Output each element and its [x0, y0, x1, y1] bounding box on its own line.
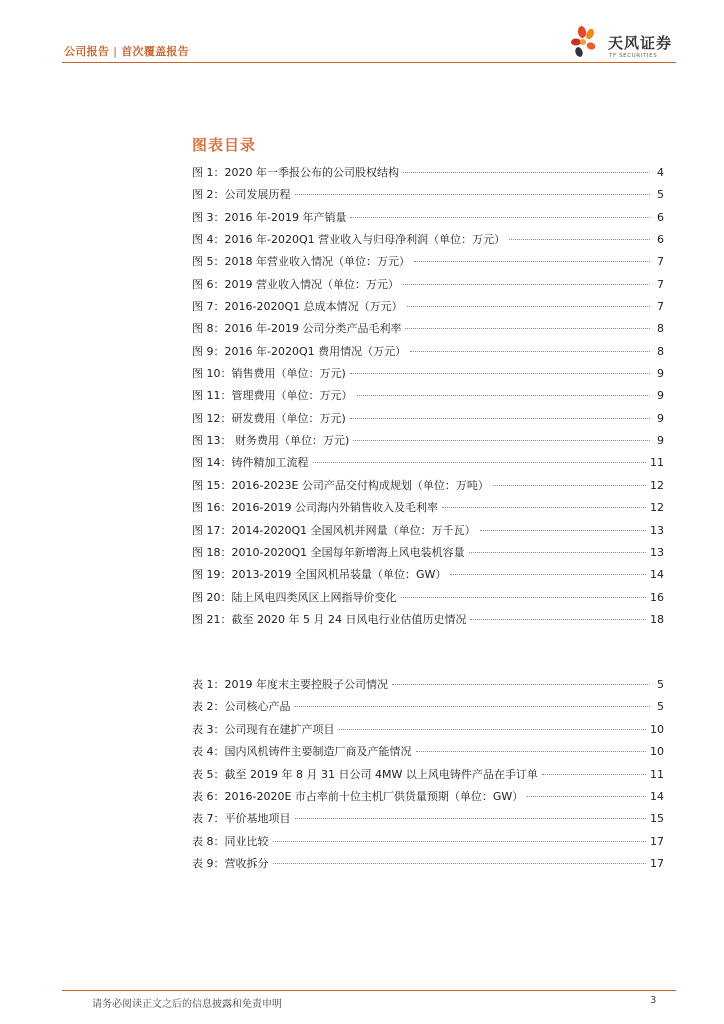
dot-leader: [273, 841, 647, 842]
dot-leader: [527, 796, 646, 797]
toc-table-entry-page: 14: [650, 789, 664, 803]
page-number: 3: [650, 995, 657, 1006]
dot-leader: [416, 751, 647, 752]
toc-figure-entry[interactable]: [192, 298, 664, 320]
dot-leader: [469, 552, 646, 553]
toc-table-entry-page: 5: [657, 678, 664, 691]
toc-table-entry-page: 17: [650, 834, 664, 848]
logo-subtitle: TF SECURITIES: [609, 53, 658, 59]
toc-figure-entry[interactable]: [192, 209, 664, 231]
toc-figure-entry-label: 图 11：管理费用（单位：万元）: [192, 389, 353, 403]
toc-figure-entry-label: 图 18：2010-2020Q1 全国每年新增海上风电装机容量: [192, 545, 465, 559]
toc-figure-entry[interactable]: [192, 231, 664, 253]
toc-table-entry-page: 11: [650, 767, 664, 781]
toc-figure-entry[interactable]: [192, 164, 664, 186]
toc-table-entry[interactable]: [192, 788, 664, 810]
toc-figure-entry-label: 图 4：2016 年-2020Q1 营业收入与归母净利润（单位：万元）: [192, 233, 506, 247]
toc-figure-entry-label: 图 19：2013-2019 全国风机吊装量（单位：GW）: [192, 568, 447, 582]
toc-figure-entry[interactable]: [192, 544, 664, 566]
toc-figure-entry-page: 6: [657, 210, 664, 224]
toc-figure-entry-page: 6: [657, 233, 664, 247]
toc-figure-entry-label: 图 17：2014-2020Q1 全国风机并网量（单位：万千瓦）: [192, 523, 476, 537]
footer-disclaimer: 请务必阅读正文之后的信息披露和免责申明: [92, 999, 282, 1010]
toc-figure-entry-label: 图 5：2018 年营业收入情况（单位：万元）: [192, 255, 410, 269]
toc-figure-entry-page: 8: [657, 322, 664, 336]
dot-leader: [295, 818, 647, 819]
toc-figure-entry[interactable]: [192, 253, 664, 275]
toc-figure-entry-label: 图 16：2016-2019 公司海内外销售收入及毛利率: [192, 501, 438, 515]
figure-list: [192, 164, 664, 633]
dot-leader: [350, 217, 650, 218]
toc-table-entry-page: 5: [657, 700, 664, 714]
toc-figure-entry-page: 4: [657, 166, 664, 179]
toc-figure-entry-label: 图 8：2016 年-2019 公司分类产品毛利率: [192, 322, 402, 336]
toc-figure-entry-page: 7: [657, 300, 664, 314]
dot-leader: [401, 597, 647, 598]
dot-leader: [403, 172, 650, 173]
toc-table-entry[interactable]: [192, 743, 664, 765]
toc-figure-entry[interactable]: [192, 499, 664, 521]
toc-table-entry-label: 表 5：截至 2019 年 8 月 31 日公司 4MW 以上风电铸件产品在手订单: [192, 767, 538, 781]
toc-figure-entry-page: 9: [657, 389, 664, 403]
report-subcategory: 首次覆盖报告: [121, 45, 190, 58]
toc-figure-entry-label: 图 15：2016-2023E 公司产品交付构成规划（单位：万吨）: [192, 478, 489, 492]
toc-table-entry[interactable]: [192, 810, 664, 832]
toc-figure-entry-page: 11: [650, 456, 664, 470]
dot-leader: [493, 485, 646, 486]
dot-leader: [410, 351, 650, 352]
toc-figure-entry-page: 18: [650, 612, 664, 626]
dot-leader: [295, 194, 651, 195]
dot-leader: [450, 574, 646, 575]
toc-table-entry-page: 15: [650, 812, 664, 826]
toc-figure-entry-page: 9: [657, 434, 664, 448]
dot-leader: [357, 395, 651, 396]
toc-table-entry[interactable]: [192, 721, 664, 743]
toc-table-entry-label: 表 7：平价基地项目: [192, 812, 291, 826]
toc-figure-entry-page: 8: [657, 344, 664, 358]
toc-figure-entry[interactable]: [192, 432, 664, 454]
toc-figure-entry[interactable]: [192, 387, 664, 409]
toc-table-entry-label: 表 6：2016-2020E 市占率前十位主机厂供货量预期（单位：GW）: [192, 789, 524, 803]
toc-figure-entry-label: 图 10：销售费用（单位：万元): [192, 367, 346, 381]
dot-leader: [392, 684, 650, 685]
toc-figure-entry[interactable]: [192, 454, 664, 476]
toc-table-entry[interactable]: [192, 855, 664, 877]
toc-table-entry-page: 17: [650, 857, 664, 871]
toc-figure-entry[interactable]: [192, 343, 664, 365]
toc-figure-entry[interactable]: [192, 566, 664, 588]
dot-leader: [313, 462, 647, 463]
toc-table-entry-page: 10: [650, 745, 664, 759]
toc-figure-entry-label: 图 20：陆上风电四类风区上网指导价变化: [192, 590, 397, 604]
toc-figure-entry-page: 13: [650, 523, 664, 537]
flower-logo-icon: [568, 22, 608, 62]
toc-figure-entry[interactable]: [192, 477, 664, 499]
logo-name: 天风证券: [608, 34, 673, 52]
toc-table-entry-label: 表 2：公司核心产品: [192, 700, 291, 714]
toc-table-entry[interactable]: [192, 676, 664, 698]
toc-table-entry-label: 表 3：公司现有在建扩产项目: [192, 722, 335, 736]
toc-figure-entry[interactable]: [192, 611, 664, 633]
toc-figure-entry[interactable]: [192, 589, 664, 611]
dot-leader: [350, 373, 650, 374]
dot-leader: [273, 863, 647, 864]
toc-figure-entry[interactable]: [192, 320, 664, 342]
toc-figure-entry-label: 图 1：2020 年一季报公布的公司股权结构: [192, 166, 399, 179]
company-logo: [568, 22, 678, 62]
toc-figure-entry[interactable]: [192, 365, 664, 387]
dot-leader: [542, 774, 646, 775]
toc-table-entry[interactable]: [192, 833, 664, 855]
toc-table-entry[interactable]: [192, 698, 664, 720]
dot-leader: [353, 440, 650, 441]
toc-figure-entry-label: 图 2：公司发展历程: [192, 188, 291, 202]
toc-figure-entry-label: 图 13： 财务费用（单位：万元): [192, 434, 350, 448]
toc-table-entry-label: 表 1：2019 年度末主要控股子公司情况: [192, 678, 388, 691]
dot-leader: [405, 328, 650, 329]
toc-figure-entry-page: 14: [650, 568, 664, 582]
dot-leader: [480, 530, 646, 531]
dot-leader: [350, 418, 650, 419]
report-type: [64, 43, 189, 59]
toc-table-entry-label: 表 9：营收拆分: [192, 857, 269, 871]
toc-table-entry-page: 10: [650, 722, 664, 736]
header-separator: |: [113, 45, 118, 58]
dot-leader: [295, 706, 651, 707]
toc-figure-entry-page: 7: [657, 255, 664, 269]
dot-leader: [339, 729, 647, 730]
header-divider: [62, 62, 676, 63]
toc-table-entry-label: 表 8：同业比较: [192, 834, 269, 848]
dot-leader: [470, 619, 646, 620]
dot-leader: [414, 261, 650, 262]
toc-figure-entry-label: 图 3：2016 年-2019 年产销量: [192, 210, 347, 224]
dot-leader: [403, 284, 650, 285]
toc-figure-entry[interactable]: [192, 410, 664, 432]
toc-figure-entry-label: 图 6：2019 营业收入情况（单位：万元）: [192, 277, 399, 291]
toc-figure-entry-page: 13: [650, 545, 664, 559]
toc-figure-entry-label: 图 7：2016-2020Q1 总成本情况（万元）: [192, 300, 403, 314]
toc-title: 图表目录: [192, 136, 257, 154]
toc-figure-entry-page: 12: [650, 501, 664, 515]
report-category: 公司报告: [64, 45, 110, 58]
toc-figure-entry-page: 12: [650, 478, 664, 492]
toc-figure-entry-page: 7: [657, 277, 664, 291]
toc-figure-entry-label: 图 14：铸件精加工流程: [192, 456, 309, 470]
toc-figure-entry-label: 图 21：截至 2020 年 5 月 24 日风电行业估值历史情况: [192, 612, 467, 626]
toc-figure-entry-page: 9: [657, 367, 664, 381]
toc-figure-entry-page: 5: [657, 188, 664, 202]
toc-figure-entry[interactable]: [192, 522, 664, 544]
toc-table-entry-label: 表 4：国内风机铸件主要制造厂商及产能情况: [192, 745, 412, 759]
toc-figure-entry-page: 9: [657, 411, 664, 425]
toc-figure-entry[interactable]: [192, 186, 664, 208]
table-list: [192, 676, 664, 878]
footer-divider: [62, 990, 676, 991]
toc-figure-entry[interactable]: [192, 276, 664, 298]
dot-leader: [509, 239, 650, 240]
toc-table-entry[interactable]: [192, 766, 664, 788]
toc-figure-entry-label: 图 9：2016 年-2020Q1 费用情况（万元）: [192, 344, 407, 358]
dot-leader: [442, 507, 646, 508]
dot-leader: [407, 306, 650, 307]
toc-figure-entry-page: 16: [650, 590, 664, 604]
toc-figure-entry-label: 图 12：研发费用（单位：万元): [192, 411, 346, 425]
